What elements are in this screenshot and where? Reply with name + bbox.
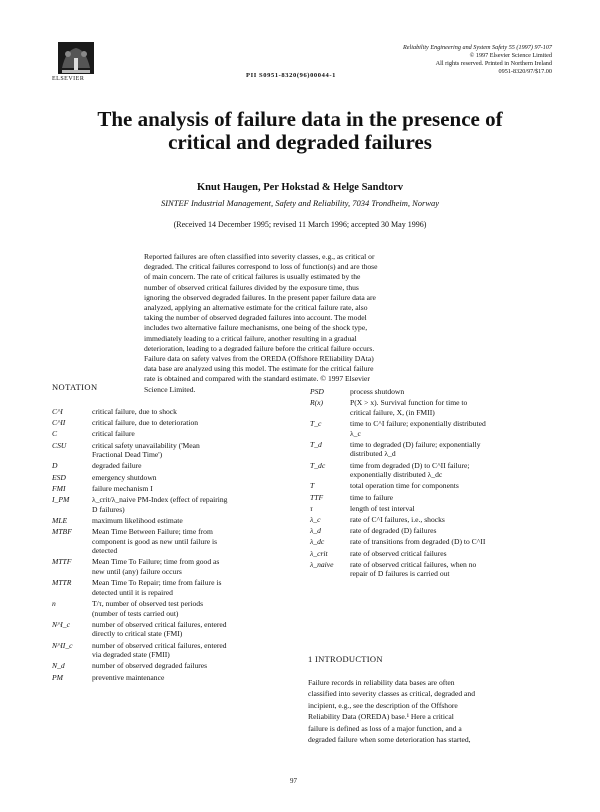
notation-definition: process shutdown (350, 387, 405, 396)
notation-symbol: PSD (310, 387, 324, 396)
notation-symbol: TTF (310, 492, 324, 502)
notation-symbol: λ_crit (310, 548, 328, 558)
notation-symbol: λ_dc (310, 537, 325, 547)
notation-definition: time to degraded (D) failure; exponentially (350, 439, 481, 449)
notation-definition: T/τ, number of observed test periods (92, 599, 204, 608)
notation-definition: maximum likelihood estimate (92, 515, 183, 525)
abstract-line: Failure data on safety valves from the OREDA (Offshore REliability DAta) (144, 354, 374, 364)
abstract-line: number of observed critical failures divided by the exposure time, thus (144, 282, 359, 292)
intro-line: classified into severity classes as critical, degraded and (308, 689, 475, 699)
received-dates: (Received 14 December 1995; revised 11 March 1996; accepted 30 May 1996) (173, 220, 427, 229)
notation-definition: critical safety unavailability ('Mean (92, 440, 200, 450)
notation-symbol: λ_naive (310, 559, 334, 569)
intro-line: Failure records in reliability data bases are often (308, 678, 455, 687)
notation-definition: λ_crit/λ_naive PM-Index (effect of repairing (92, 495, 228, 504)
notation-definition: number of observed critical failures, entered (92, 640, 227, 650)
notation-definition: component is good as new until failure is (92, 536, 218, 546)
page-number: 97 (290, 777, 297, 785)
abstract-line: of main concern. The rate of critical failures is usually estimated by the (144, 272, 361, 282)
notation-definition: critical failure, due to shock (92, 407, 177, 416)
notation-symbol: C (52, 429, 58, 439)
abstract-line: Reported failures are often classified into severity classes, e.g., as critical or (144, 252, 375, 261)
abstract-line: Science Limited. (144, 384, 196, 394)
notation-definition: critical failure, due to deterioration (92, 418, 199, 428)
notation-definition: critical failure (92, 429, 135, 439)
abstract (144, 252, 468, 395)
notation-symbol: C^I (52, 407, 63, 416)
notation-definition: rate of observed critical failures, when no (350, 559, 477, 569)
authors: Knut Haugen, Per Hokstad & Helge Sandtorv (196, 182, 404, 193)
notation-symbol: λ_c (310, 515, 321, 524)
notation-definition: Mean Time To Failure; time from good as (92, 557, 220, 567)
notation-definition: time to C^I failure; exponentially distributed (350, 419, 486, 428)
notation-symbol: τ (310, 503, 313, 513)
notation-symbol: R(x) (310, 398, 324, 408)
abstract-line: analyzed, applying an alternative estimate for the critical failure rate, also (144, 303, 368, 313)
notation-definition: number of observed critical failures, entered (92, 619, 227, 629)
notation-symbol: ESD (52, 472, 66, 482)
notation-definition: time from degraded (D) to C^II failure; (350, 460, 470, 470)
notation-definition: detected until it is repaired (92, 587, 173, 597)
affiliation: SINTEF Industrial Management, Safety and Reliability, 7034 Trondheim, Norway (160, 198, 440, 208)
notation-definition: Fractional Dead Time') (92, 450, 163, 460)
notation-symbol: N^II_c (52, 640, 73, 650)
notation-definition: number of observed degraded failures (92, 661, 208, 671)
notation-symbol: MTTF (52, 557, 72, 567)
title-line-2: critical and degraded failures (168, 130, 432, 154)
journal-issn: 0951-8320/97/$17.00 (498, 68, 552, 75)
notation-symbol: T_c (310, 419, 322, 428)
notation-definition: critical failure, X, (in FMII) (350, 407, 435, 417)
abstract-line: deterioration, leading to a degraded failure before the critical failure occurs. (144, 343, 375, 353)
notation-definition: detected (92, 546, 118, 556)
notation-definition: degraded failure (92, 461, 142, 471)
notation-symbol: FMI (52, 483, 66, 493)
elsevier-tree-logo (56, 40, 96, 80)
notation-definition: total operation time for components (350, 481, 459, 491)
notation-symbol: MTTR (52, 578, 72, 588)
intro-line: Reliability Data (OREDA) base.¹ Here a critical (308, 712, 454, 722)
paper-title (40, 108, 560, 154)
notation-definition: exponentially distributed λ_dc (350, 470, 443, 480)
notation-definition: via degraded state (FMII) (92, 650, 170, 660)
notation-symbol: I_PM (52, 495, 70, 504)
pii-code: PII S0951-8320(96)00044-1 (246, 72, 336, 79)
notation-definition: (number of tests carried out) (92, 608, 179, 618)
abstract-line: immediately leading to a critical failure, another resulting in a gradual (144, 333, 357, 343)
notation-symbol: T_d (310, 439, 322, 449)
abstract-line: includes two alternative failure mechanisms, one being of the shock type, (144, 323, 368, 333)
notation-symbol: T_dc (310, 460, 326, 470)
intro-line: incipient, e.g., see the description of the Offshore (308, 700, 458, 710)
notation-symbol: C^II (52, 418, 66, 428)
notation-definition: emergency shutdown (92, 472, 157, 482)
notation-definition: length of test interval (350, 503, 415, 513)
notation-definition: rate of observed critical failures (350, 548, 447, 558)
notation-definition: new until (any) failure occurs (92, 566, 182, 576)
notation-definition: directly to critical state (FMI) (92, 629, 183, 639)
publisher-logo-text: ELSEVIER (52, 76, 85, 82)
journal-meta (332, 44, 552, 76)
notation-definition: D failures) (92, 504, 125, 514)
notation-symbol: T (310, 481, 315, 491)
notation-definition: λ_c (350, 428, 361, 438)
journal-citation: Reliability Engineering and System Safety 55 (1997) 97-107 (403, 44, 552, 51)
notation-symbol: PM (52, 672, 63, 682)
notation-symbol: MLE (52, 515, 68, 525)
section-heading: 1 INTRODUCTION (308, 654, 383, 664)
notation-definition: Mean Time Between Failure; time from (92, 527, 213, 536)
notation-symbol: D (52, 461, 58, 471)
notation-symbol: N_d (52, 661, 65, 671)
notation-definition: rate of degraded (D) failures (350, 526, 437, 536)
notation-symbol: MTBF (52, 527, 72, 536)
abstract-line: degraded. The critical failures correspond to loss of function(s) and are those (144, 262, 378, 272)
notation-definition: Mean Time To Repair; time from failure is (92, 578, 222, 588)
intro-line: degraded failure when some deterioration has started, (308, 735, 471, 745)
title-line-1: The analysis of failure data in the presence of (97, 107, 503, 131)
notation-definition: rate of C^I failures, i.e., shocks (350, 515, 445, 524)
notation-definition: distributed λ_d (350, 449, 396, 459)
notation-symbol: CSU (52, 440, 67, 450)
abstract-line: ignoring the observed degraded failures. In the present paper failure data are (144, 292, 376, 302)
journal-copyright: © 1997 Elsevier Science Limited (469, 52, 552, 59)
abstract-line: taking the number of observed degraded failures into account. The model (144, 313, 367, 323)
notation-definition: repair of D failures is carried out (350, 569, 450, 579)
notation-definition: failure mechanism I (92, 483, 153, 493)
notation-definition: time to failure (350, 492, 394, 502)
notation-definition: rate of transitions from degraded (D) to C^II (350, 537, 486, 547)
journal-rights: All rights reserved. Printed in Northern Ireland (435, 60, 552, 67)
abstract-line: rate is obtained and compared with the standard estimate. © 1997 Elsevier (144, 374, 370, 384)
notation-symbol: n (52, 599, 56, 608)
notation-definition: P(X > x). Survival function for time to (350, 398, 468, 408)
abstract-line: data base are analyzed using this model. The estimate for the critical failure (144, 364, 374, 374)
notation-symbol: N^I_c (52, 619, 70, 629)
notation-definition: preventive maintenance (92, 672, 165, 682)
introduction-text (308, 677, 558, 745)
notation-heading: NOTATION (52, 382, 98, 392)
intro-line: failure is defined as loss of a major function, and a (308, 723, 462, 733)
notation-symbol: λ_d (310, 526, 321, 536)
